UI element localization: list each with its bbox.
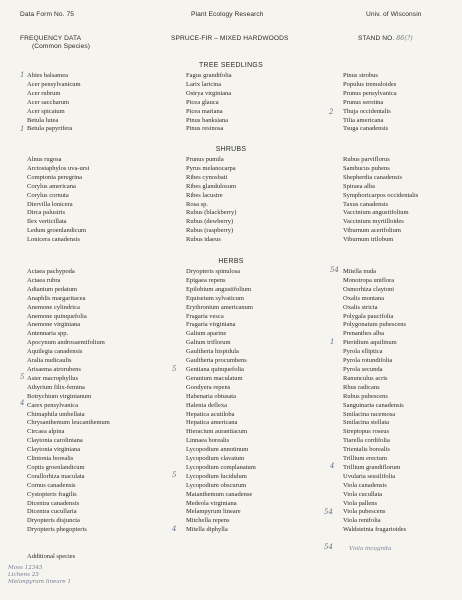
species-item: Arctostaphylos uva-ursi: [27, 164, 90, 172]
stand-label: STAND NO.: [358, 35, 395, 42]
species-item: Viburnum trilobum: [343, 236, 394, 244]
species-item: Gaultheria procumbens: [186, 357, 247, 365]
species-item: Chimaphila umbellata: [27, 410, 85, 418]
species-item: Claytonia caroliniana: [27, 437, 83, 445]
species-item: Medeola virginiana: [186, 499, 237, 507]
section-shrubs: SHRUBS: [215, 146, 247, 153]
species-item: Mitchella repens: [186, 517, 230, 525]
species-item: Dryopteris phegopteris: [27, 526, 87, 534]
species-item: Symphoricarpos occidentalis: [343, 191, 419, 199]
species-item: Habenaria obtusata: [186, 392, 236, 400]
species-item: Acer spicatum: [27, 107, 65, 115]
species-item: Rubus (dewberry): [186, 218, 234, 226]
species-item: Athyrium filix-femina: [27, 383, 85, 391]
species-item: Rhus radicans: [343, 383, 380, 391]
species-item: Picea mariana: [186, 107, 223, 115]
species-item: Osmorhiza claytoni: [343, 285, 395, 293]
species-item: Oxalis stricta: [343, 303, 378, 311]
species-item: [186, 535, 256, 544]
species-item: Rubus (blackberry): [186, 209, 237, 217]
species-item: Circaea alpina: [27, 428, 65, 436]
species-item: Antennaria spp.: [27, 330, 69, 338]
species-item: Fragaria virginiana: [186, 321, 236, 329]
species-item: Actaea rubra: [27, 276, 61, 284]
freq-mark-galium: 5: [172, 365, 177, 373]
species-item: Pyrola rotundifolia: [343, 357, 393, 365]
species-item: Melampyrum lineare: [186, 508, 241, 516]
freq-mark-viola-written: 54: [324, 543, 333, 551]
freq-mark-maianthemum: 4: [172, 525, 177, 533]
form-number: Data Form No. 75: [20, 11, 75, 18]
trees-column-3: [343, 72, 397, 134]
species-item: [343, 535, 406, 544]
species-item: Galium aparine: [186, 330, 227, 338]
species-item: Apocynum androsaemifolium: [27, 339, 105, 347]
species-item: Vaccinium angustifolium: [343, 209, 409, 217]
stand-number: [358, 35, 413, 42]
species-item: Viola renifolia: [343, 517, 381, 525]
species-item: Prunus pumila: [186, 156, 224, 163]
species-item: Viola cucullata: [343, 490, 383, 498]
species-item: Thuja occidentalis: [343, 107, 391, 115]
species-item: Pteridium aquilinum: [343, 339, 397, 347]
species-item: Maianthemum canadense: [186, 490, 253, 498]
species-item: Smilacina stellata: [343, 419, 390, 427]
species-item: Claytonia virginiana: [27, 446, 81, 454]
species-item: Lycopodium lucidulum: [186, 472, 247, 480]
organization-title: Plant Ecology Research: [191, 11, 264, 18]
species-item: [27, 535, 110, 544]
species-item: Rubus pubescens: [343, 392, 388, 400]
species-item: Trillium erectum: [343, 455, 387, 463]
species-item: Polygonatum pubescens: [343, 321, 407, 329]
species-item: Acer pensylvanicum: [27, 80, 81, 88]
species-item: Lycopodium complanatum: [186, 463, 256, 471]
species-item: Rubus (raspberry): [186, 227, 234, 235]
species-item: Corylus cornuta: [27, 191, 69, 199]
section-tree-seedlings: TREE SEEDLINGS: [199, 62, 263, 69]
species-item: Ilex verticillata: [27, 218, 67, 226]
species-item: Dryopteris disjuncta: [27, 517, 80, 525]
species-item: Anaphlis margaritacea: [27, 294, 86, 302]
species-item: Smilacina racemosa: [343, 410, 396, 418]
species-item: Anemone quinquefolia: [27, 312, 87, 320]
species-item: Dryopteris spinulosa: [186, 268, 240, 275]
species-item: Streptopus roseus: [343, 428, 390, 436]
species-item: Prunus pensylvanica: [343, 89, 397, 97]
shrubs-column-1: [27, 156, 89, 245]
species-item: Betula lutea: [27, 116, 59, 124]
species-item: Anemone virginiana: [27, 321, 81, 329]
freq-mark-aster: 5: [20, 373, 25, 381]
species-item: Viola canadensis: [343, 481, 387, 489]
species-item: Epigaea repens: [186, 276, 226, 284]
species-item: Acer saccharum: [27, 98, 70, 106]
freq-mark-betula: 1: [20, 125, 25, 133]
community-type: SPRUCE-FIR – MIXED HARDWOODS: [171, 35, 289, 42]
trees-column-2: [186, 72, 232, 134]
species-item: Taxus canadensis: [343, 200, 389, 208]
species-item: Hepatica acutiloba: [186, 410, 235, 418]
additional-species-label: Additional species: [27, 553, 76, 560]
species-item: Geranium maculatum: [186, 374, 243, 382]
species-item: Aster macrophyllus: [27, 374, 79, 382]
species-item: Tilia americana: [343, 116, 384, 124]
species-item: Dirca palustris: [27, 209, 66, 217]
species-item: Sanguinaria canadensis: [343, 401, 404, 409]
species-item: Comptonia peregrina: [27, 173, 83, 181]
shrubs-column-2: [186, 156, 236, 245]
species-item: Abies balsamea: [27, 72, 68, 79]
species-item: Lonicera canadensis: [27, 236, 80, 244]
freq-mark-thuja: 2: [329, 108, 334, 116]
species-item: Tiarella cordifolia: [343, 437, 390, 445]
freq-mark-viola-pallens: 54: [324, 508, 333, 516]
species-item: Alnus rugosa: [27, 156, 62, 163]
species-item: Hepatica americana: [186, 419, 238, 427]
species-item: Equisetum sylvaticum: [186, 294, 244, 302]
species-item: Rosa sp.: [186, 200, 209, 208]
form-subtitle: (Common Species): [32, 43, 91, 50]
species-item: Picea glauca: [186, 98, 219, 106]
species-item: Aquilegia canadensis: [27, 348, 83, 356]
species-item: Acer rubrum: [27, 89, 61, 97]
species-item: Aralia nudicaulis: [27, 357, 72, 365]
species-item: Larix laricina: [186, 80, 222, 88]
species-item: Diervilla lonicera: [27, 200, 73, 208]
species-item: Halenia deflexa: [186, 401, 227, 409]
species-item: Lycopodium annotinum: [186, 446, 249, 454]
species-item: Prenanthes alba: [343, 330, 384, 338]
species-item: Gentiana quinquefolia: [186, 365, 244, 373]
species-item: Ribes glandulosum: [186, 182, 237, 190]
species-item: Viburnum acerifolium: [343, 227, 401, 235]
species-item: Fagus grandifolia: [186, 72, 232, 79]
species-item: Galium triflorum: [186, 339, 231, 347]
species-item: Chrysanthemum leucanthemum: [27, 419, 110, 427]
species-item: Ostrya virginiana: [186, 89, 232, 97]
trees-column-1: [27, 72, 81, 134]
species-item: Pinus resinosa: [186, 125, 224, 133]
species-item: Coptis groenlandicum: [27, 463, 85, 471]
species-item: Anemone cylindrica: [27, 303, 80, 311]
freq-mark-botrychium: 4: [20, 399, 25, 407]
species-item: Ribes cynosbati: [186, 173, 228, 181]
handwritten-note: Lichens 25: [8, 572, 39, 578]
species-item: Pyrola elliptica: [343, 348, 383, 356]
form-title: FREQUENCY DATA: [20, 35, 82, 42]
herbs-column-3: [343, 268, 406, 544]
handwritten-additional-species: [8, 565, 71, 586]
species-item: Viola pubescens: [343, 508, 386, 516]
species-item: Shepherdia canadensis: [343, 173, 403, 181]
species-item: Gaultheria hispidula: [186, 348, 239, 356]
species-item: Carex pensylvanica: [27, 401, 79, 409]
species-item: Actaea pachypoda: [27, 268, 75, 275]
species-item: Corallorhiza maculata: [27, 472, 85, 480]
herbs-column-2: [186, 268, 256, 544]
species-item: Lycopodium obscurum: [186, 481, 247, 489]
species-item: Epilobium angustifolium: [186, 285, 252, 293]
freq-mark-linnaea: 5: [172, 471, 177, 479]
species-item: Monotropa uniflora: [343, 276, 395, 284]
species-item: Uvularia sessilifolia: [343, 472, 396, 480]
university: Univ. of Wisconsin: [366, 11, 422, 18]
shrubs-column-3: [343, 156, 418, 245]
species-item: Polygala paucifolia: [343, 312, 394, 320]
species-item: Sambucus pubens: [343, 164, 390, 172]
species-item: Adiantum pedatum: [27, 285, 78, 293]
species-item: Rubus idaeus: [186, 236, 221, 244]
freq-mark-abies: 1: [20, 71, 25, 79]
species-item: Pinus banksiana: [186, 116, 229, 124]
species-item: Tsuga canadensis: [343, 125, 389, 133]
species-item: Linnaea borealis: [186, 437, 230, 445]
stand-value: 86(?): [396, 35, 413, 42]
freq-mark-polygala: 1: [330, 338, 335, 346]
species-item: Dicentra cucullaria: [27, 508, 77, 516]
species-item: Spiraea alba: [343, 182, 375, 190]
section-herbs: HERBS: [218, 258, 244, 265]
species-item: Waldsteinia fragarioides: [343, 526, 407, 534]
species-item: Ranunculus acris: [343, 374, 388, 382]
freq-mark-streptopus: 4: [330, 462, 335, 470]
species-item: Mitella diphylla: [186, 526, 228, 534]
species-item: Betula papyrifera: [27, 125, 73, 133]
herbs-column-1: [27, 268, 110, 544]
species-item: Ribes lacustre: [186, 191, 223, 199]
species-item: Fragaria vesca: [186, 312, 224, 320]
species-item: Erythronium americanum: [186, 303, 253, 311]
species-item: Corylus americana: [27, 182, 76, 190]
species-item: Trientalis borealis: [343, 446, 390, 454]
species-item: Vaccinium myrtilloides: [343, 218, 404, 226]
species-item: Rubus parviflorus: [343, 156, 390, 163]
species-item: Goodyera repens: [186, 383, 231, 391]
handwritten-note: Moss 12345: [8, 565, 43, 571]
species-item: Pyrus melanocarpa: [186, 164, 236, 172]
species-item: Pyrola secunda: [343, 365, 383, 373]
species-item: Prunus serotina: [343, 98, 384, 106]
species-item: Mitella nuda: [343, 268, 377, 275]
handwritten-viola-incognita: Viola incognita: [349, 546, 392, 552]
species-item: Ledum groenlandicum: [27, 227, 87, 235]
species-item: Arisaema atrorubens: [27, 365, 81, 373]
species-item: Cornus canadensis: [27, 481, 76, 489]
freq-mark-mitella: 54: [330, 266, 339, 274]
species-item: Botrychium virginianum: [27, 392, 92, 400]
species-item: Oxalis montana: [343, 294, 384, 302]
species-item: Populus tremuloides: [343, 80, 397, 88]
species-item: Lycopodium clavatum: [186, 455, 245, 463]
species-item: Dicentra canadensis: [27, 499, 80, 507]
species-item: Pinus strobus: [343, 72, 378, 79]
species-item: Viola pallens: [343, 499, 378, 507]
species-item: Clintonia borealis: [27, 455, 74, 463]
handwritten-note: Melanpyrum lineare 1: [8, 579, 72, 585]
species-item: Cystopteris fragilis: [27, 490, 77, 498]
species-item: Trillium grandiflorum: [343, 463, 401, 471]
species-item: Hieracium aurantiacum: [186, 428, 248, 436]
